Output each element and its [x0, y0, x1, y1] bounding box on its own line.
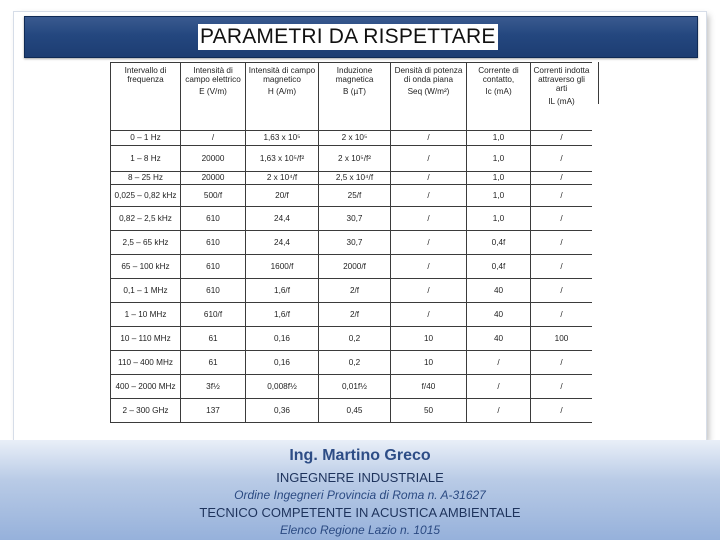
value-cell: 30,7 — [319, 207, 391, 231]
value-cell: 610 — [181, 255, 246, 279]
value-cell: / — [531, 351, 593, 375]
table-row — [111, 255, 593, 279]
column-header-label: Induzione magnetica — [335, 66, 374, 85]
value-cell: 10 — [391, 351, 467, 375]
table-row — [111, 303, 593, 327]
value-cell: 30,7 — [319, 231, 391, 255]
table-row — [111, 146, 593, 172]
value-cell: / — [391, 131, 467, 146]
table-header-row — [111, 63, 593, 131]
value-cell: 1,0 — [467, 131, 531, 146]
frequency-cell: 0,82 – 2,5 kHz — [111, 207, 181, 231]
value-cell: 2 x 10⁵/f² — [319, 146, 391, 172]
footer-profession: INGEGNERE INDUSTRIALE — [276, 470, 444, 485]
value-cell: 610/f — [181, 303, 246, 327]
value-cell: / — [531, 185, 593, 207]
value-cell: 2/f — [319, 279, 391, 303]
value-cell: 24,4 — [246, 207, 319, 231]
footer-order: Ordine Ingegneri Provincia di Roma n. A-31627 — [234, 488, 486, 502]
column-header-label: Intensità di campo elettrico — [185, 66, 241, 85]
frequency-cell: 8 – 25 Hz — [111, 172, 181, 185]
value-cell: 610 — [181, 279, 246, 303]
table-body — [111, 131, 593, 423]
value-cell: 40 — [467, 327, 531, 351]
value-cell: 10 — [391, 327, 467, 351]
value-cell: 610 — [181, 231, 246, 255]
value-cell: 610 — [181, 207, 246, 231]
value-cell: 1,0 — [467, 146, 531, 172]
value-cell: 25/f — [319, 185, 391, 207]
footer-name: Ing. Martino Greco — [289, 447, 431, 464]
frequency-cell: 0,025 – 0,82 kHz — [111, 185, 181, 207]
table-row — [111, 351, 593, 375]
value-cell: 1,0 — [467, 207, 531, 231]
value-cell: / — [391, 185, 467, 207]
value-cell: 2 x 10⁴/f — [246, 172, 319, 185]
value-cell: 2/f — [319, 303, 391, 327]
value-cell: / — [531, 207, 593, 231]
column-header — [531, 63, 593, 131]
column-header-label: Densità di potenza di onda piana — [394, 66, 463, 85]
frequency-cell: 1 – 10 MHz — [111, 303, 181, 327]
value-cell: 2000/f — [319, 255, 391, 279]
parameters-table — [110, 62, 592, 423]
value-cell: 0,36 — [246, 399, 319, 423]
value-cell: / — [531, 375, 593, 399]
value-cell: / — [391, 279, 467, 303]
value-cell: / — [391, 207, 467, 231]
value-cell: / — [467, 399, 531, 423]
footer-registry: Elenco Regione Lazio n. 1015 — [279, 523, 441, 537]
column-header — [111, 63, 181, 131]
table-row — [111, 327, 593, 351]
value-cell: 1,6/f — [246, 279, 319, 303]
column-header-label: Corrente di contatto, — [478, 66, 519, 85]
value-cell: 1,6/f — [246, 303, 319, 327]
value-cell: / — [531, 231, 593, 255]
frequency-cell: 2,5 – 65 kHz — [111, 231, 181, 255]
column-header-unit: E (V/m) — [199, 87, 227, 97]
table-row — [111, 231, 593, 255]
value-cell: 0,2 — [319, 351, 391, 375]
value-cell: 0,16 — [246, 327, 319, 351]
table-row — [111, 185, 593, 207]
value-cell: / — [531, 279, 593, 303]
frequency-cell: 400 – 2000 MHz — [111, 375, 181, 399]
column-header-unit: H (A/m) — [267, 87, 297, 97]
value-cell: 2 x 10⁵ — [319, 131, 391, 146]
frequency-cell: 65 – 100 kHz — [111, 255, 181, 279]
column-header-label: Correnti indotta attraverso gli arti — [533, 66, 590, 94]
value-cell: 0,2 — [319, 327, 391, 351]
frequency-cell: 0 – 1 Hz — [111, 131, 181, 146]
table-header-extension — [592, 62, 599, 104]
footer — [0, 440, 720, 540]
value-cell: / — [531, 131, 593, 146]
value-cell: 1,63 x 10⁵/f² — [246, 146, 319, 172]
value-cell: 20000 — [181, 172, 246, 185]
table-row — [111, 279, 593, 303]
value-cell: 61 — [181, 327, 246, 351]
column-header — [246, 63, 319, 131]
value-cell: / — [467, 375, 531, 399]
frequency-cell: 0,1 – 1 MHz — [111, 279, 181, 303]
value-cell: / — [531, 146, 593, 172]
table-row — [111, 207, 593, 231]
column-header-unit: IL (mA) — [548, 96, 575, 106]
value-cell: / — [181, 131, 246, 146]
column-header-unit: B (µT) — [343, 87, 366, 97]
value-cell: 50 — [391, 399, 467, 423]
value-cell: / — [391, 172, 467, 185]
value-cell: 61 — [181, 351, 246, 375]
value-cell: 0,4f — [467, 255, 531, 279]
value-cell: 0,45 — [319, 399, 391, 423]
frequency-cell: 110 – 400 MHz — [111, 351, 181, 375]
table-row — [111, 375, 593, 399]
value-cell: 1600/f — [246, 255, 319, 279]
value-cell: f/40 — [391, 375, 467, 399]
table-row — [111, 131, 593, 146]
column-header-label: Intervallo di frequenza — [124, 66, 167, 85]
value-cell: / — [391, 303, 467, 327]
value-cell: / — [467, 351, 531, 375]
value-cell: 3f½ — [181, 375, 246, 399]
column-header — [467, 63, 531, 131]
value-cell: 500/f — [181, 185, 246, 207]
value-cell: 1,0 — [467, 185, 531, 207]
value-cell: 40 — [467, 279, 531, 303]
column-header — [181, 63, 246, 131]
value-cell: 0,16 — [246, 351, 319, 375]
footer-technician: TECNICO COMPETENTE IN ACUSTICA AMBIENTALE — [199, 505, 521, 520]
value-cell: 40 — [467, 303, 531, 327]
parameters-table-image — [110, 62, 592, 438]
value-cell: 0,4f — [467, 231, 531, 255]
value-cell: 2,5 x 10⁴/f — [319, 172, 391, 185]
value-cell: 1,0 — [467, 172, 531, 185]
value-cell: / — [531, 303, 593, 327]
value-cell: 1,63 x 10⁵ — [246, 131, 319, 146]
slide-title: PARAMETRI DA RISPETTARE — [200, 25, 496, 48]
value-cell: / — [391, 231, 467, 255]
table-row — [111, 172, 593, 185]
column-header-unit: Ic (mA) — [485, 87, 512, 97]
value-cell: 20/f — [246, 185, 319, 207]
frequency-cell: 1 – 8 Hz — [111, 146, 181, 172]
value-cell: / — [391, 255, 467, 279]
value-cell: 24,4 — [246, 231, 319, 255]
value-cell: / — [531, 399, 593, 423]
value-cell: / — [531, 255, 593, 279]
value-cell: / — [391, 146, 467, 172]
table-row — [111, 399, 593, 423]
column-header-unit: Seq (W/m²) — [407, 87, 450, 97]
value-cell: 0,008f½ — [246, 375, 319, 399]
value-cell: / — [531, 172, 593, 185]
frequency-cell: 2 – 300 GHz — [111, 399, 181, 423]
value-cell: 20000 — [181, 146, 246, 172]
column-header — [319, 63, 391, 131]
column-header — [391, 63, 467, 131]
column-header-label: Intensità di campo magnetico — [248, 66, 316, 85]
value-cell: 100 — [531, 327, 593, 351]
value-cell: 137 — [181, 399, 246, 423]
value-cell: 0,01f½ — [319, 375, 391, 399]
frequency-cell: 10 – 110 MHz — [111, 327, 181, 351]
